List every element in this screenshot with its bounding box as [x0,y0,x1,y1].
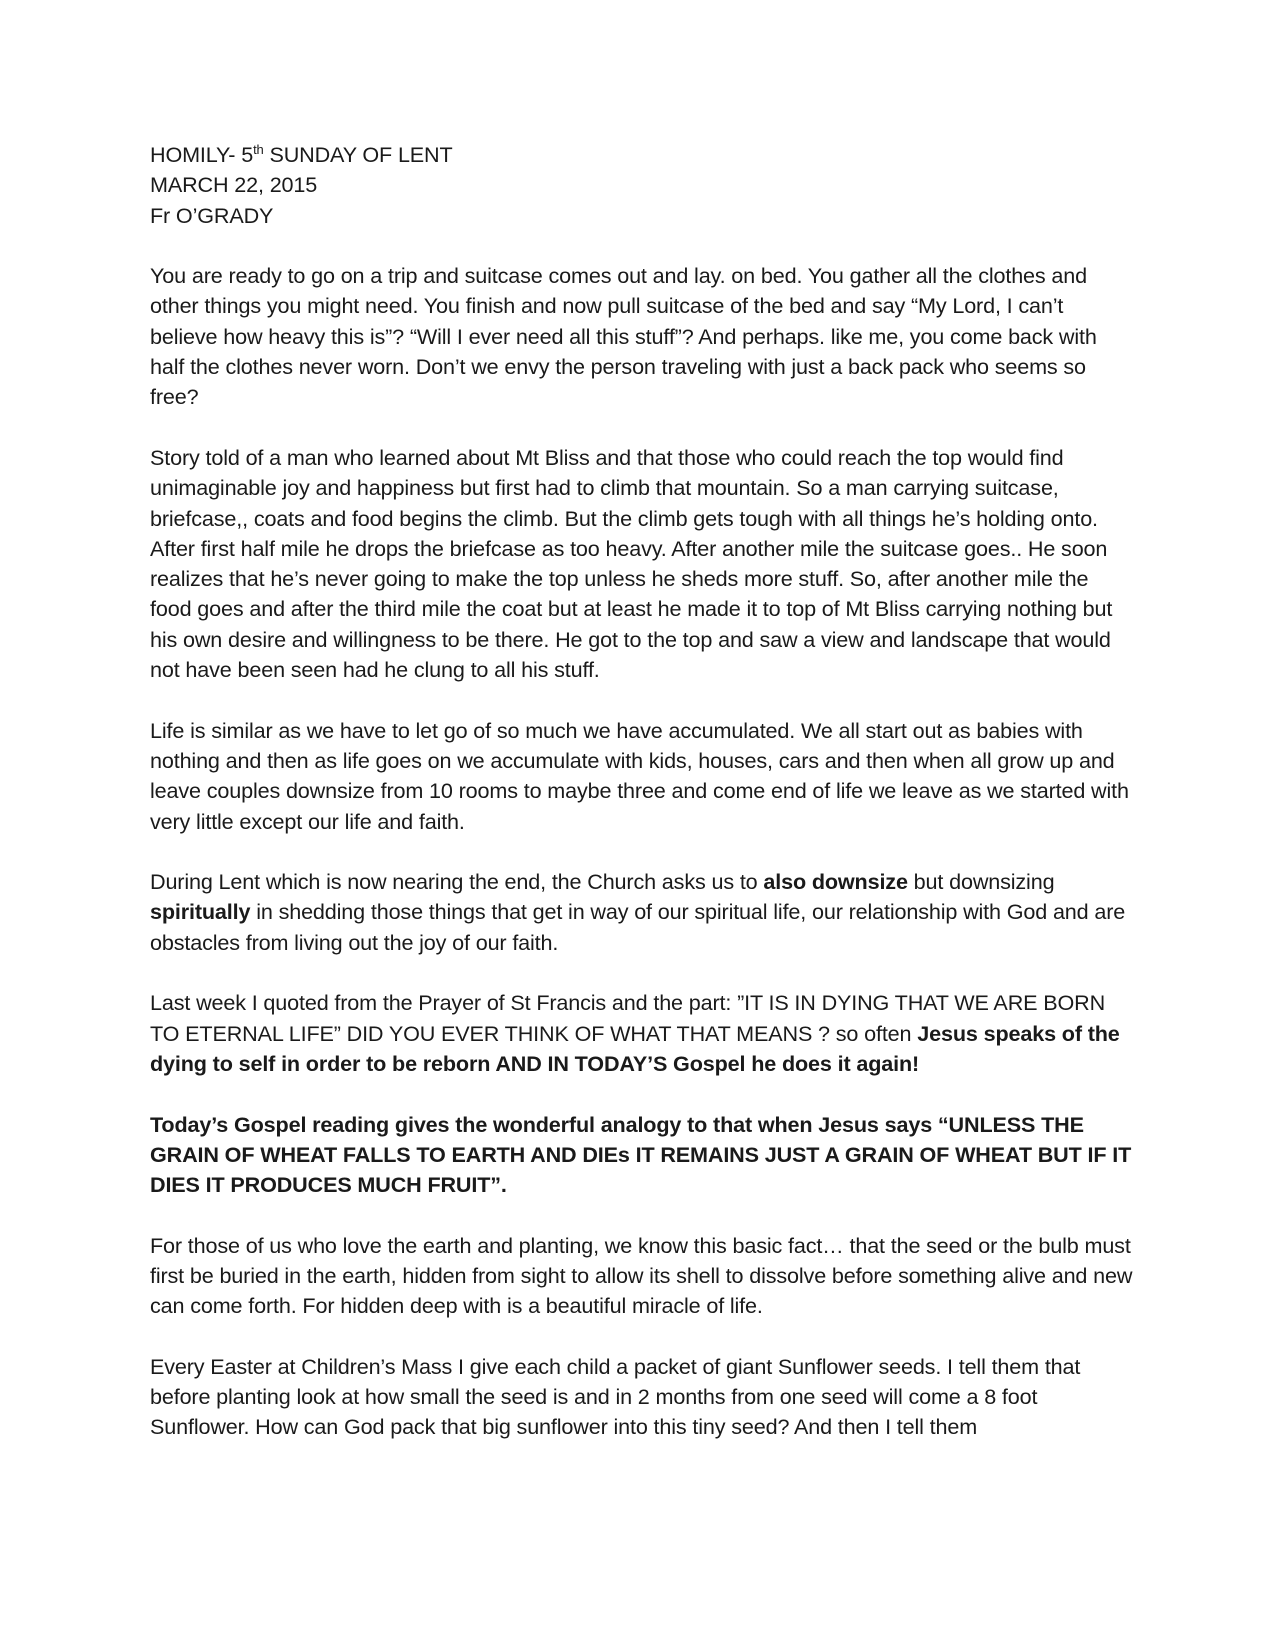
paragraph-st-francis: Last week I quoted from the Prayer of St Francis and the part: ”IT IS IN DYING THAT WE ARE BORN TO ETERNAL LIFE” DID YOU EVER THINK OF WHAT THAT MEANS ? so often Jesus speaks of the dying to self in order to be reborn AND IN TODAY’S Gospel he does it again! [150,990,1120,1076]
paragraph-planting: For those of us who love the earth and planting, we know this basic fact… that the seed or the bulb must first be buried in the earth, hidden from sight to allow its shell to dissolve before something alive and new can come forth. For hidden deep with is a beautiful miracle of life. [150,1232,1133,1319]
paragraph-sunflower: Every Easter at Children’s Mass I give each child a packet of giant Sunflower seeds. I tell them that before planting look at how small the seed is and in 2 months from one seed will come a 8 foot Sunflower. How can God pack that big sunflower into this tiny seed? And then I tell them [150,1353,1081,1440]
emphasis-also-downsize: also downsize [763,869,908,895]
title-suffix: SUNDAY OF LENT [263,142,453,167]
title-superscript: th [253,142,264,157]
paragraph-mt-bliss: Story told of a man who learned about Mt Bliss and that those who could reach the top would find unimaginable joy and happiness but first had to climb that mountain. So a man carrying suitcase, briefcase,, coats and food begins the climb. But the climb gets tough with all things he’s holding onto. After first half mile he drops the briefcase as too heavy. After another mile the suitcase goes.. He soon realizes that he’s never going to make the top unless he sheds more stuff. So, after another mile the food goes and after the third mile the coat but at least he made it to top of Mt Bliss carrying nothing but his own desire and willingness to be there. He got to the top and saw a view and landscape that would not have been seen had he clung to all his stuff. [150,444,1113,683]
homily-title [150,140,1135,170]
paragraph-life-similar: Life is similar as we have to let go of so much we have accumulated. We all start out as babies with nothing and then as life goes on we accumulate with kids, houses, cars and then when all grow up and leave couples downsize from 10 rooms to maybe three and come end of life we leave as we started with very little except our life and faith. [150,717,1129,834]
paragraph-grain-of-wheat: Today’s Gospel reading gives the wonderful analogy to that when Jesus says “UNLESS THE GRAIN OF WHEAT FALLS TO EARTH AND DIEs IT REMAINS JUST A GRAIN OF WHEAT BUT IF IT DIES IT PRODUCES MUCH FRUIT”. [150,1111,1132,1198]
homily-author: Fr O’GRADY [150,202,274,228]
title-prefix: HOMILY- 5 [150,142,254,167]
document-header [150,140,1135,231]
paragraph-suitcase: You are ready to go on a trip and suitcase comes out and lay. on bed. You gather all the clothes and other things you might need. You finish and now pull suitcase of the bed and say “My Lord, I can’t believe how heavy this is”? “Will I ever need all this stuff”? And perhaps. like me, you come back with half the clothes never worn. Don’t we envy the person traveling with just a back pack who seems so free? [150,263,1097,410]
emphasis-spiritually: spiritually [150,899,251,925]
document-page [150,140,1135,1443]
paragraph-lent-downsize: During Lent which is now nearing the end, the Church asks us to also downsize but downsizing spiritually in shedding those things that get in way of our spiritual life, our relationship with God and are obstacles from living out the joy of our faith. [150,869,1126,955]
emphasis-jesus-speaks: Jesus speaks of the dying to self in order to be reborn AND IN TODAY’S Gospel he does it again! [150,1020,1120,1076]
homily-date: MARCH 22, 2015 [150,172,318,198]
